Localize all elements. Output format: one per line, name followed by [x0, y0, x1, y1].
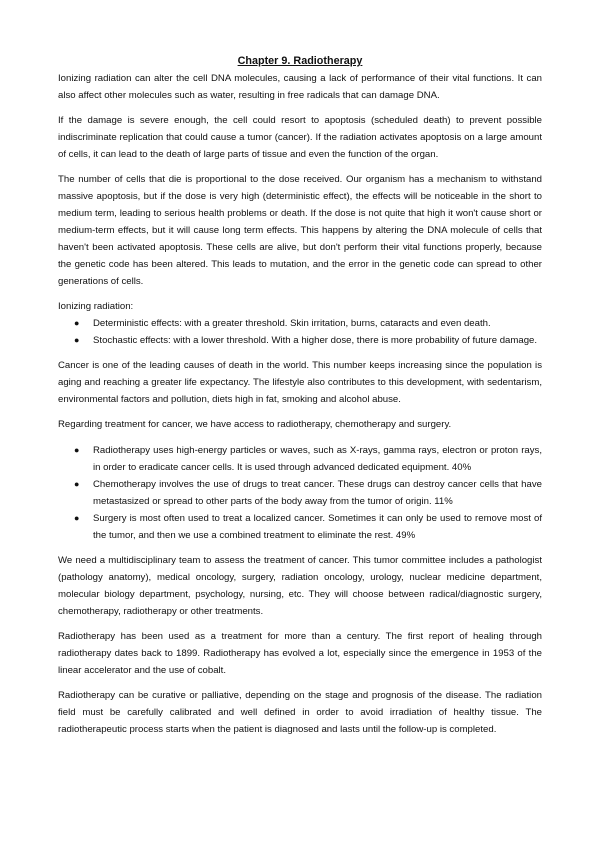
bullet-icon: ●	[74, 445, 80, 455]
list-item-text: Stochastic effects: with a lower threshold. With a higher dose, there is more probability of future damage.	[93, 335, 538, 346]
paragraph-3: The number of cells that die is proportional to the dose received. Our organism has a mechanism to withstand massive apoptosis, but if the dose is very high (deterministic effect), the effects will be noticeable in the short to medium term, leading to serious health problems or death. If the dose is not quite that high it won't cause short or medium-term effects, but it will cause long term effects. This happens by altering the DNA molecule of cells that haven't been activated apoptosis. These cells are alive, but don't perform their vital functions properly, because the genetic code has been altered. This leads to mutation, and the error in the genetic code can spread to other generations of cells.	[58, 174, 542, 287]
chapter-title: Chapter 9. Radiotherapy	[237, 55, 363, 67]
paragraph-8: Radiotherapy can be curative or palliative, depending on the stage and prognosis of the disease. The radiation field must be carefully calibrated and well defined in order to avoid irradiation of healthy tissue. The radiotherapeutic process starts when the patient is diagnosed and lasts until the follow-up is completed.	[58, 690, 542, 735]
paragraph-6: We need a multidisciplinary team to assess the treatment of cancer. This tumor committee includes a pathologist (pathology anatomy), medical oncology, surgery, radiation oncology, urology, nuclear medicine department, molecular biology department, psychology, nursing, etc. They will choose between radical/diagnostic surgery, chemotherapy, radiotherapy or other treatments.	[58, 555, 542, 617]
effects-list	[58, 315, 542, 349]
list-item	[58, 315, 542, 332]
list-item	[58, 476, 542, 510]
bullet-icon: ●	[74, 513, 80, 523]
paragraph-2: If the damage is severe enough, the cell could resort to apoptosis (scheduled death) to prevent possible indiscriminate replication that could cause a tumor (cancer). If the radiation activates apoptosis on a large amount of cells, it can lead to the death of large parts of tissue and even the function of the organ.	[58, 115, 542, 160]
list-item	[58, 442, 542, 476]
bullet-icon: ●	[74, 479, 80, 489]
paragraph-4: Cancer is one of the leading causes of death in the world. This number keeps increasing since the population is aging and reaching a greater life expectancy. The lifestyle also contributes to this development, with sedentarism, environmental factors and pollution, diets high in fat, smoking and alcohol abuse.	[58, 360, 542, 405]
list-item	[58, 510, 542, 544]
bullet-icon: ●	[74, 318, 80, 328]
paragraph-1: Ionizing radiation can alter the cell DNA molecules, causing a lack of performance of their vital functions. It can also affect other molecules such as water, resulting in free radicals that can damage DNA.	[58, 73, 542, 101]
treatments-list	[58, 442, 542, 544]
paragraph-7: Radiotherapy has been used as a treatment for more than a century. The first report of healing through radiotherapy dates back to 1899. Radiotherapy has evolved a lot, especially since the emergence in 1953 of the linear accelerator and the use of cobalt.	[58, 631, 542, 676]
ionizing-radiation-heading: Ionizing radiation:	[58, 301, 134, 312]
document-page	[58, 52, 542, 746]
list-item-text: Surgery is most often used to treat a localized cancer. Sometimes it can only be used to remove most of the tumor, and then we use a combined treatment to eliminate the rest. 49%	[93, 513, 542, 541]
list-item-text: Chemotherapy involves the use of drugs to treat cancer. These drugs can destroy cancer cells that have metastasized or spread to other parts of the body away from the tumor of origin. 11%	[93, 479, 542, 507]
bullet-icon: ●	[74, 335, 80, 345]
paragraph-5: Regarding treatment for cancer, we have access to radiotherapy, chemotherapy and surgery.	[58, 419, 452, 430]
list-item-text: Deterministic effects: with a greater threshold. Skin irritation, burns, cataracts and even death.	[93, 318, 491, 329]
list-item	[58, 332, 542, 349]
list-item-text: Radiotherapy uses high-energy particles or waves, such as X-rays, gamma rays, electron or proton rays, in order to eradicate cancer cells. It is used through advanced dedicated equipment. 40%	[93, 445, 542, 473]
